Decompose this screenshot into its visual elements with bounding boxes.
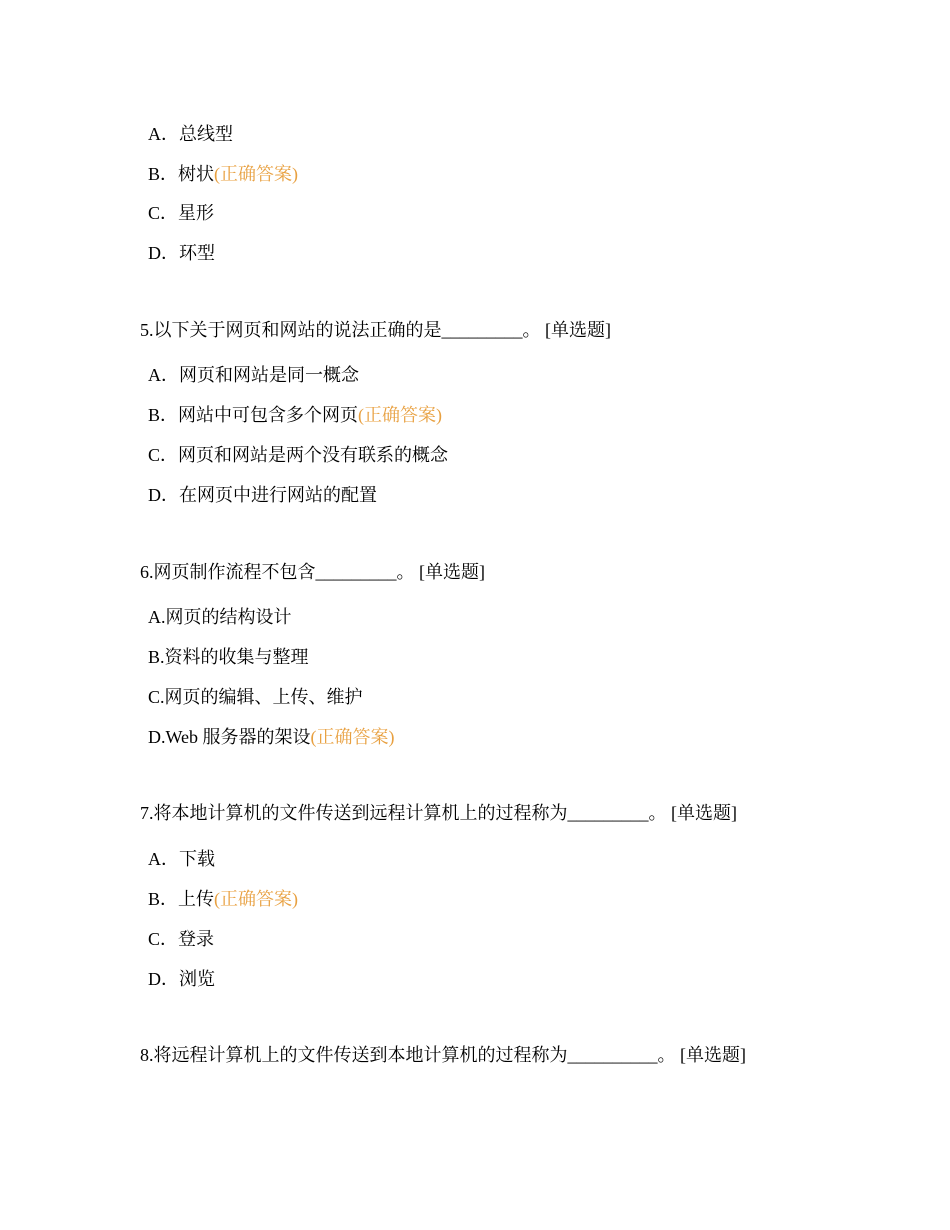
option-text: A.网页的结构设计: [148, 607, 292, 627]
option-text: B．上传: [148, 889, 215, 909]
option-text: D．环型: [148, 243, 215, 263]
option-text: C．网页和网站是两个没有联系的概念: [148, 445, 449, 465]
option-d: [148, 241, 215, 265]
option-c: [148, 201, 214, 225]
option-b: [148, 645, 309, 669]
option-text: D．浏览: [148, 969, 215, 989]
option-d: [148, 725, 395, 749]
option-d: [148, 967, 215, 991]
option-text: D．在网页中进行网站的配置: [148, 485, 377, 505]
option-a: [148, 122, 233, 146]
question-8-stem: 8.将远程计算机上的文件传送到本地计算机的过程称为__________。 [单选题]: [140, 1045, 746, 1065]
question-5-stem: 5.以下关于网页和网站的说法正确的是_________。 [单选题]: [140, 320, 611, 340]
option-text: B．网站中可包含多个网页: [148, 405, 359, 425]
option-b: [148, 887, 298, 911]
option-text: C．登录: [148, 929, 215, 949]
correct-answer-note: (正确答案): [358, 405, 443, 425]
option-text: A．总线型: [148, 124, 233, 144]
correct-answer-note: (正确答案): [214, 889, 299, 909]
question-6-stem: 6.网页制作流程不包含_________。 [单选题]: [140, 562, 485, 582]
option-text: A．网页和网站是同一概念: [148, 365, 359, 385]
option-a: [148, 605, 292, 629]
option-b: [148, 162, 298, 186]
option-text: A．下载: [148, 849, 215, 869]
question-7-stem: 7.将本地计算机的文件传送到远程计算机上的过程称为_________。 [单选题]: [140, 803, 737, 823]
option-d: [148, 483, 377, 507]
option-text: C．星形: [148, 203, 215, 223]
option-c: [148, 443, 448, 467]
option-text: B．树状: [148, 164, 215, 184]
option-c: [148, 685, 363, 709]
option-b: [148, 403, 442, 427]
option-text: C.网页的编辑、上传、维护: [148, 687, 363, 707]
option-a: [148, 847, 215, 871]
correct-answer-note: (正确答案): [310, 727, 395, 747]
option-a: [148, 363, 359, 387]
option-text: D.Web 服务器的架设: [148, 727, 311, 747]
option-c: [148, 927, 214, 951]
option-text: B.资料的收集与整理: [148, 647, 309, 667]
correct-answer-note: (正确答案): [214, 164, 299, 184]
